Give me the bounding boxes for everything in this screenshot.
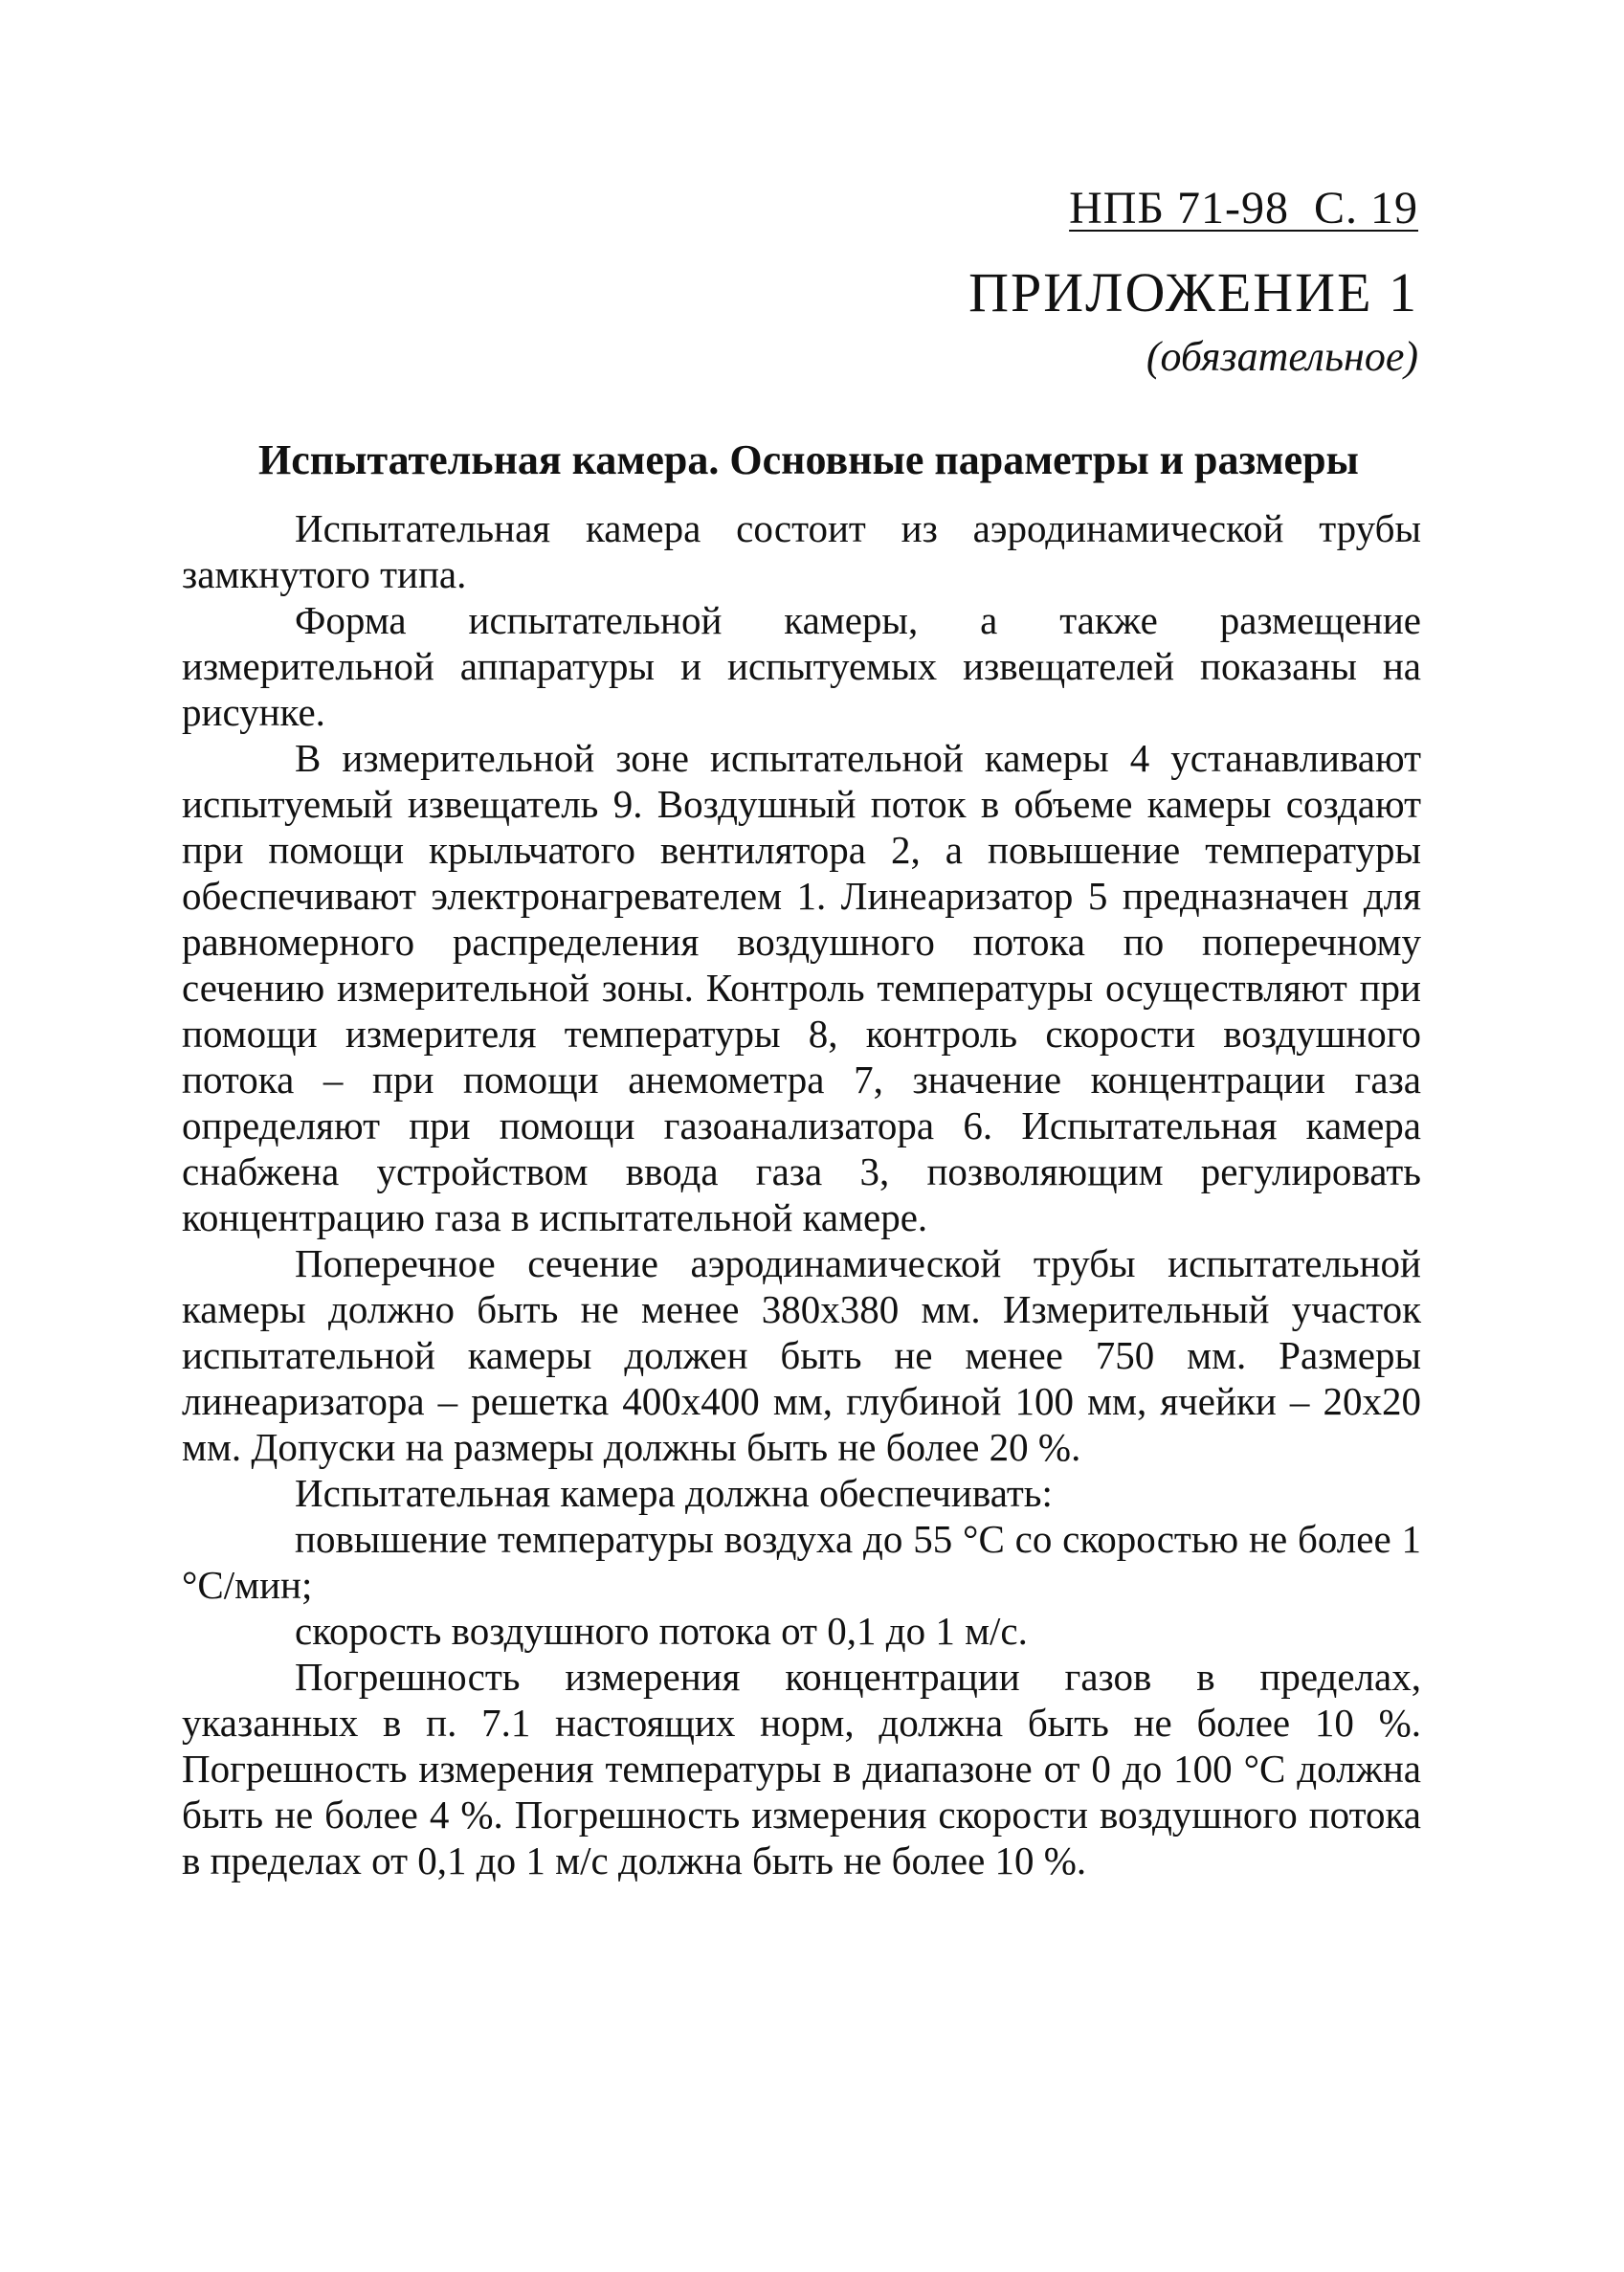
paragraph-measurement-errors: Погрешность измерения концентрации газов в пределах, указанных в п. 7.1 настоящих норм, должна быть не более 10 %. Погрешность измерения температуры в диапазоне от 0 до 100 °С должна быть не более 4 %. Погрешность измерения скорости воздушного потока в пределах от 0,1 до 1 м/с должна быть не более 10 %. — [182, 1655, 1421, 1882]
document-code-page-number: НПБ 71-98 С. 19 — [1069, 183, 1418, 234]
paragraph-chamber-form: Форма испытательной камеры, а также размещение измерительной аппаратуры и испытуемых извещателей показаны на рисунке. — [182, 598, 1421, 734]
paragraph-measurement-zone: В измерительной зоне испытательной камеры 4 устанавливают испытуемый извещатель 9. Воздушный поток в объеме камеры создают при помощи крыльчатого вентилятора 2, а повышение температуры обеспечивают электронагревателем 1. Линеаризатор 5 предназначен для равномерного распределения воздушного потока по поперечному сечению измерительной зоны. Контроль температуры осуществляют при помощи измерителя температуры 8, контроль скорости воздушного потока – при помощи анемометра 7, значение концентрации газа определяют при помощи газоанализатора 6. Испытательная камера снабжена устройством ввода газа 3, позволяющим регулировать концентрацию газа в испытательной камере. — [182, 736, 1421, 1239]
paragraph-requirements-intro: Испытательная камера должна обеспечивать: — [295, 1471, 1053, 1515]
paragraph-requirement-temperature: повышение температуры воздуха до 55 °С со скоростью не более 1 °С/мин; — [182, 1517, 1421, 1607]
section-heading: Испытательная камера. Основные параметры и размеры — [258, 436, 1359, 483]
paragraph-chamber-description: Испытательная камера состоит из аэродинамической трубы замкнутого типа. — [182, 506, 1421, 596]
appendix-title: ПРИЛОЖЕНИЕ 1 — [968, 261, 1418, 323]
paragraph-dimensions: Поперечное сечение аэродинамической трубы испытательной камеры должно быть не менее 380х380 мм. Измерительный участок испытательной камеры должен быть не менее 750 мм. Размеры линеаризатора – решетка 400х400 мм, глубиной 100 мм, ячейки – 20х20 мм. Допуски на размеры должны быть не более 20 %. — [182, 1241, 1421, 1469]
body-text — [182, 505, 1421, 1883]
paragraph-requirement-airflow: скорость воздушного потока от 0,1 до 1 м/с. — [295, 1609, 1028, 1653]
appendix-status-note: (обязательное) — [1146, 333, 1418, 380]
